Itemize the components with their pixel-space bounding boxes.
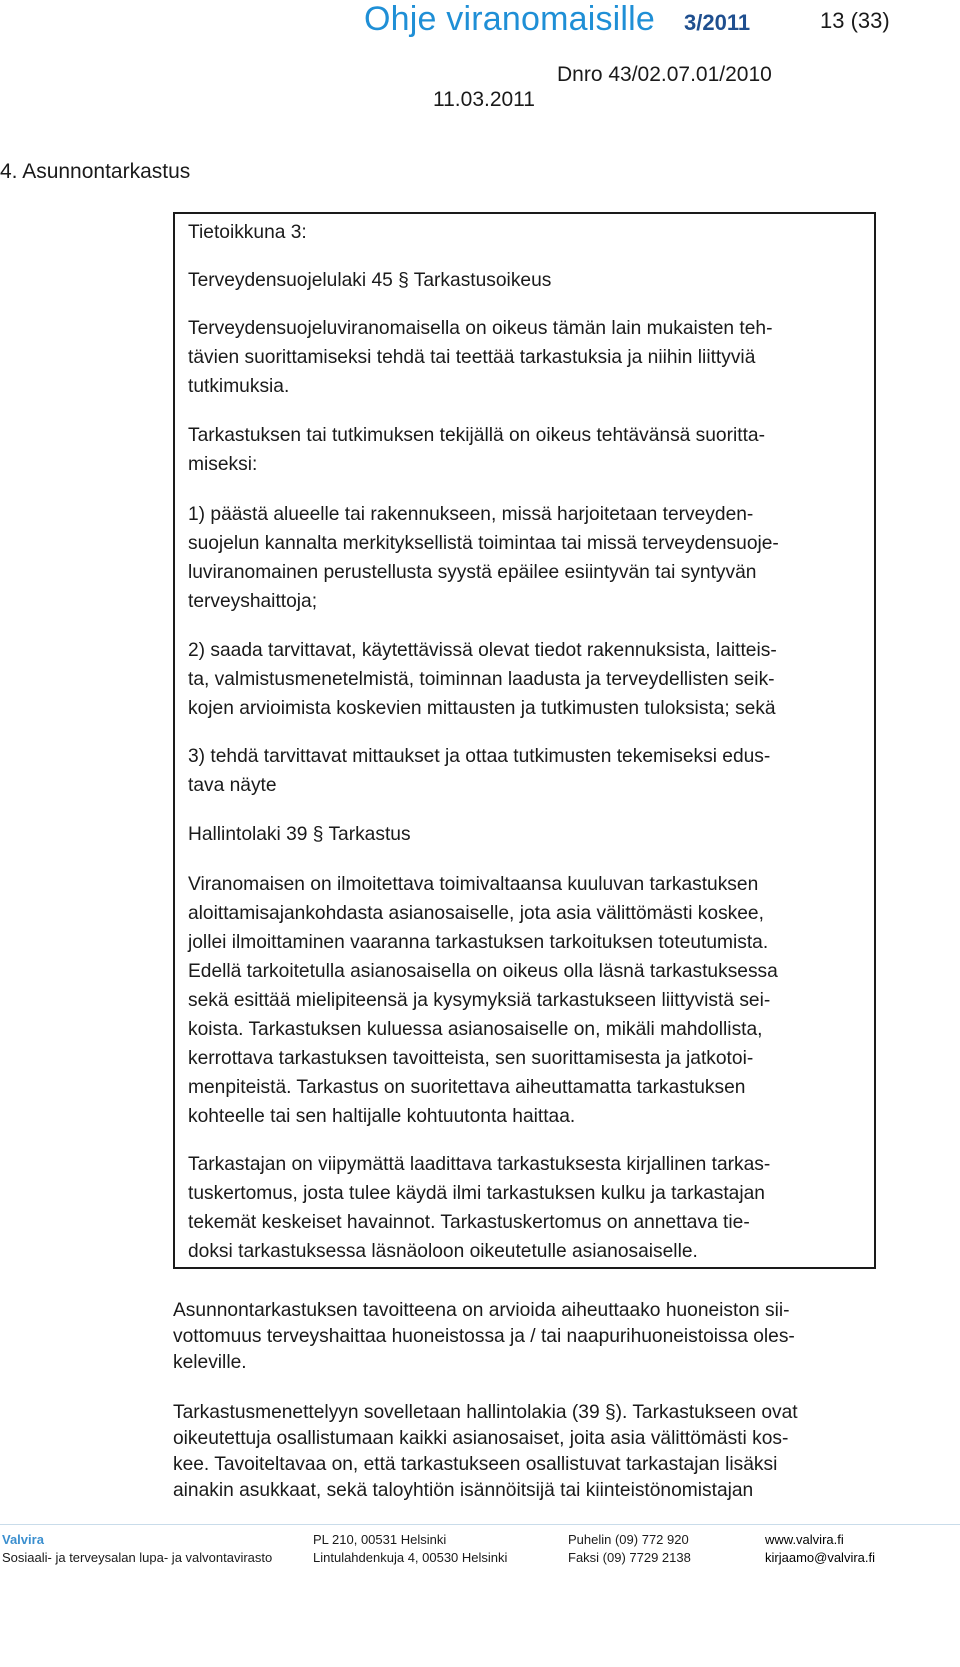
info-box-title: Tietoikkuna 3: [188, 222, 307, 243]
footer-org-full: Sosiaali- ja terveysalan lupa- ja valvontavirasto [2, 1550, 273, 1565]
text-line: 1) päästä alueelle tai rakennukseen, missä harjoitetaan terveyden- [188, 504, 754, 525]
document-date: 11.03.2011 [433, 88, 535, 111]
text-line: kojen arvioimista koskevien mittausten ja tutkimusten tuloksista; sekä [188, 698, 776, 719]
law1-heading: Terveydensuojelulaki 45 § Tarkastusoikeus [188, 270, 552, 291]
law2-paragraph-2 [188, 1150, 868, 1266]
text-line: kee. Tavoiteltavaa on, että tarkastukseen osallistuvat tarkastajan lisäksi [173, 1454, 778, 1475]
footer-org: Valvira [2, 1532, 44, 1547]
text-line: miseksi: [188, 454, 258, 475]
footer-email-link[interactable]: kirjaamo@valvira.fi [765, 1550, 875, 1565]
text-line: Asunnontarkastuksen tavoitteena on arvioida aiheuttaako huoneiston sii- [173, 1300, 790, 1321]
text-line: keleville. [173, 1352, 247, 1373]
document-title: Ohje viranomaisille [364, 0, 656, 38]
text-line: 2) saada tarvittavat, käytettävissä olevat tiedot rakennuksista, laitteis- [188, 640, 777, 661]
law1-paragraph-1 [188, 314, 868, 401]
text-line: luviranomainen perustellusta syystä epäilee esiintyvän tai syntyvän [188, 562, 757, 583]
text-line: Viranomaisen on ilmoitettava toimivaltaansa kuuluvan tarkastuksen [188, 874, 759, 895]
law1-paragraph-2 [188, 421, 868, 479]
list-item-2 [188, 636, 868, 723]
text-line: koista. Tarkastuksen kuluessa asianosaiselle on, mikäli mahdollista, [188, 1019, 763, 1040]
text-line: doksi tarkastuksessa läsnäoloon oikeutetulle asianosaiselle. [188, 1241, 698, 1262]
law2-paragraph-1 [188, 870, 868, 1131]
text-line: Tarkastuksen tai tutkimuksen tekijällä on oikeus tehtävänsä suoritta- [188, 425, 765, 446]
footer-address-po: PL 210, 00531 Helsinki [313, 1532, 447, 1547]
text-line: kerrottava tarkastuksen tavoitteista, sen suorittamisesta ja jatkotoi- [188, 1048, 754, 1069]
law2-heading: Hallintolaki 39 § Tarkastus [188, 824, 411, 845]
text-line: ta, valmistusmenetelmistä, toiminnan laadusta ja terveydellisten seik- [188, 669, 775, 690]
text-line: sekä esittää mielipiteensä ja kysymyksiä tarkastukseen liittyvistä sei- [188, 990, 771, 1011]
list-item-1 [188, 500, 868, 616]
footer-divider [0, 1524, 960, 1525]
footer-phone: Puhelin (09) 772 920 [568, 1532, 689, 1547]
text-line: jollei ilmoittaminen vaaranna tarkastuksen tarkoituksen toteutumista. [188, 932, 769, 953]
page-number: 13 (33) [820, 8, 890, 33]
text-line: tuskertomus, josta tulee käydä ilmi tarkastuksen kulku ja tarkastajan [188, 1183, 765, 1204]
text-line: Edellä tarkoitetulla asianosaisella on oikeus olla läsnä tarkastuksessa [188, 961, 778, 982]
record-number: Dnro 43/02.07.01/2010 [557, 63, 772, 86]
text-line: menpiteistä. Tarkastus on suoritettava aiheuttamatta tarkastuksen [188, 1077, 746, 1098]
text-line: Terveydensuojeluviranomaisella on oikeus tämän lain mukaisten teh- [188, 318, 773, 339]
text-line: terveyshaittoja; [188, 591, 318, 612]
text-line: ainakin asukkaat, sekä taloyhtiön isännöitsijä tai kiinteistönomistajan [173, 1480, 754, 1501]
text-line: vottomuus terveyshaittaa huoneistossa ja / tai naapurihuoneistoissa oles- [173, 1326, 795, 1347]
text-line: Tarkastusmenettelyyn sovelletaan hallintolakia (39 §). Tarkastukseen ovat [173, 1402, 798, 1423]
text-line: kohteelle tai sen haltijalle kohtuutonta haittaa. [188, 1106, 576, 1127]
text-line: tava näyte [188, 775, 277, 796]
text-line: aloittamisajankohdasta asianosaiselle, jota asia välittömästi koskee, [188, 903, 764, 924]
text-line: Tarkastajan on viipymättä laadittava tarkastuksesta kirjallinen tarkas- [188, 1154, 771, 1175]
footer-address-street: Lintulahdenkuja 4, 00530 Helsinki [313, 1550, 508, 1565]
text-line: tutkimuksia. [188, 376, 290, 397]
body-paragraph-1 [173, 1298, 893, 1376]
text-line: oikeutettuja osallistumaan kaikki asianosaiset, joita asia välittömästi kos- [173, 1428, 789, 1449]
text-line: suojelun kannalta merkityksellistä toimintaa tai missä terveydensuoje- [188, 533, 779, 554]
text-line: tekemät keskeiset havainnot. Tarkastuskertomus on annettava tie- [188, 1212, 750, 1233]
text-line: tävien suorittamiseksi tehdä tai teettää tarkastuksia ja niihin liittyviä [188, 347, 756, 368]
section-heading-text: 4. Asunnontarkastus [0, 160, 191, 183]
text-line: 3) tehdä tarvittavat mittaukset ja ottaa tutkimusten tekemiseksi edus- [188, 746, 771, 767]
footer-fax: Faksi (09) 7729 2138 [568, 1550, 691, 1565]
issue-number: 3/2011 [684, 10, 751, 35]
body-paragraph-2 [173, 1400, 893, 1504]
footer-website-link[interactable]: www.valvira.fi [765, 1532, 844, 1547]
list-item-3 [188, 742, 868, 800]
